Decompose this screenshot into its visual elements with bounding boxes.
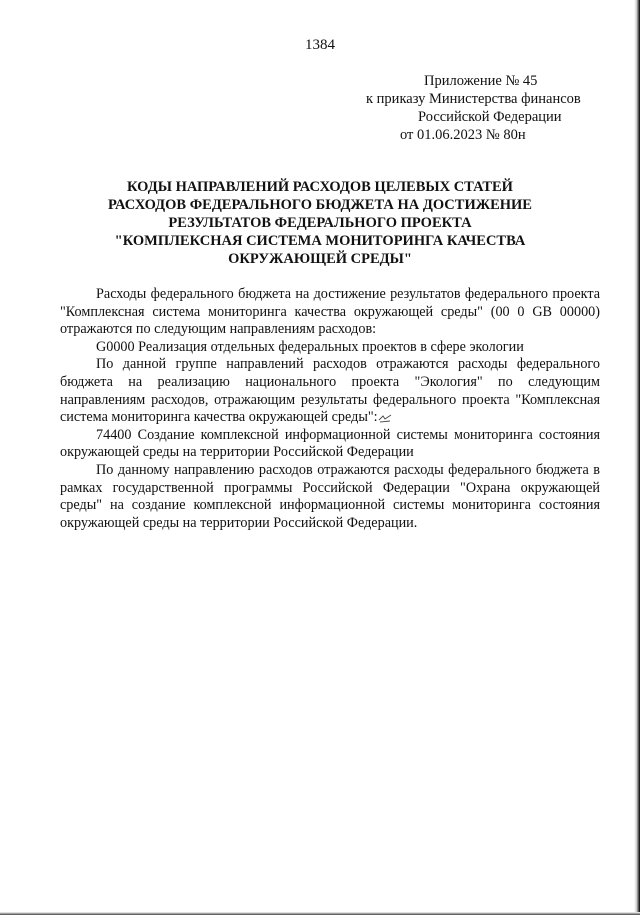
title-line-4: "КОМПЛЕКСНАЯ СИСТЕМА МОНИТОРИНГА КАЧЕСТВА bbox=[114, 233, 526, 249]
title-line-3: РЕЗУЛЬТАТОВ ФЕДЕРАЛЬНОГО ПРОЕКТА bbox=[168, 215, 472, 231]
paragraph-code-74400: 74400 Создание комплексной информационной системы мониторинга состояния окружающей среды на территории Российской Федерации bbox=[60, 426, 600, 461]
page-number: 1384 bbox=[305, 37, 335, 53]
document-body bbox=[60, 286, 600, 532]
paragraph-code-74400-description: По данному направлению расходов отражаются расходы федерального бюджета в рамках государственной программы Российской Федерации "Охрана окружающей среды" на создание комплексной информационной системы мониторинга состояния окружающей среды на территории Российской Федерации. bbox=[60, 461, 600, 531]
document-title bbox=[70, 178, 570, 268]
title-line-1: КОДЫ НАПРАВЛЕНИЙ РАСХОДОВ ЦЕЛЕВЫХ СТАТЕЙ bbox=[127, 179, 513, 195]
paragraph-code-g0000: G0000 Реализация отдельных федеральных проектов в сфере экологии bbox=[96, 338, 524, 355]
scan-edge-right bbox=[634, 0, 640, 915]
paragraph-group-description bbox=[60, 356, 600, 426]
appendix-header bbox=[366, 72, 636, 144]
title-line-5: ОКРУЖАЮЩЕЙ СРЕДЫ" bbox=[228, 251, 412, 267]
appendix-line-1: Приложение № 45 bbox=[424, 73, 538, 89]
appendix-line-4: от 01.06.2023 № 80н bbox=[400, 127, 526, 143]
appendix-line-2: к приказу Министерства финансов bbox=[366, 91, 581, 107]
paragraph-intro: Расходы федерального бюджета на достижение результатов федерального проекта "Комплексная система мониторинга качества окружающей среды" (00 0 GB 00000) отражаются по следующим направлениям расходов: bbox=[60, 286, 600, 338]
title-line-2: РАСХОДОВ ФЕДЕРАЛЬНОГО БЮДЖЕТА НА ДОСТИЖЕНИЕ bbox=[108, 197, 532, 213]
appendix-line-3: Российской Федерации bbox=[418, 109, 562, 125]
paragraph-group-description-text: По данной группе направлений расходов отражаются расходы федерального бюджета на реализацию национального проекта "Экология" по следующим направлениям расходов, отражающим результаты федерального проекта "Комплексная система мониторинга качества окружающей среды": bbox=[60, 356, 600, 426]
handwritten-mark-icon bbox=[378, 413, 392, 423]
